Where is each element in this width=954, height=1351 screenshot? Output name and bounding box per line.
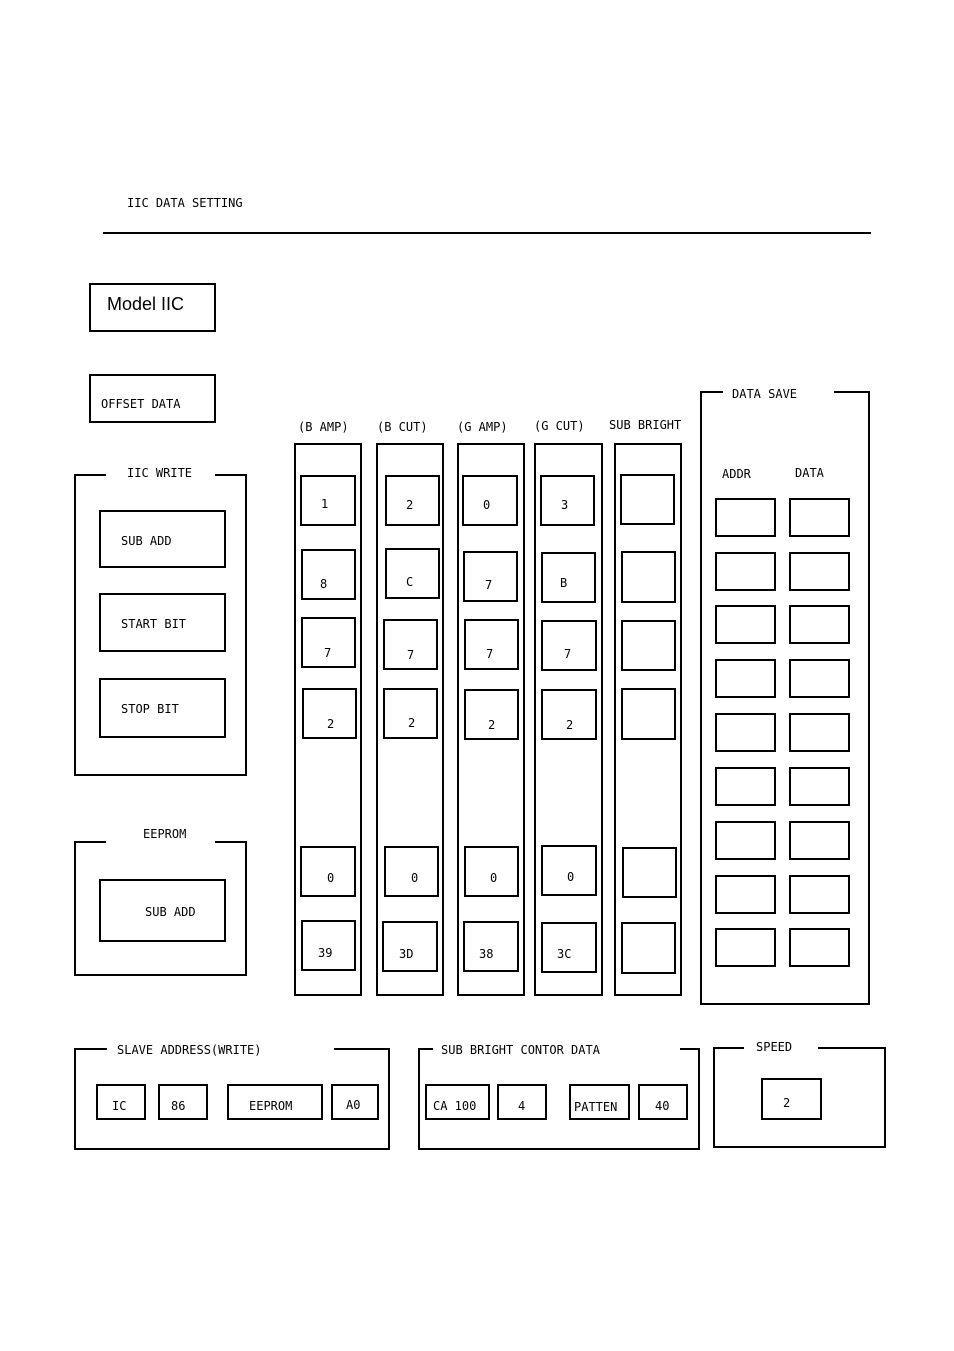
- addr-input[interactable]: [715, 713, 776, 752]
- g-cut-cell[interactable]: [541, 552, 596, 603]
- stop-bit-label: STOP BIT: [121, 702, 179, 716]
- b-cut-cell[interactable]: [382, 921, 438, 972]
- eeprom-border-left: [74, 841, 106, 843]
- ca-field[interactable]: [425, 1084, 490, 1120]
- slave-eeprom-value: EEPROM: [249, 1099, 293, 1113]
- g-cut-value: B: [560, 576, 568, 590]
- eeprom-border-right: [215, 841, 247, 843]
- b-cut-cell[interactable]: [383, 688, 438, 739]
- stop-bit-button[interactable]: [99, 678, 226, 738]
- col-header-g-cut: (G CUT): [534, 419, 585, 433]
- g-amp-value: 7: [485, 578, 493, 592]
- data-input[interactable]: [789, 767, 850, 806]
- g-amp-value: 0: [490, 871, 498, 885]
- g-amp-cell[interactable]: [462, 475, 518, 526]
- start-bit-button[interactable]: [99, 593, 226, 652]
- sub-add-label: SUB ADD: [121, 534, 172, 548]
- g-cut-value: 2: [566, 718, 574, 732]
- b-cut-value: 3D: [399, 947, 414, 961]
- slave-eeprom-field[interactable]: [227, 1084, 323, 1120]
- addr-input[interactable]: [715, 605, 776, 644]
- sub-bright-contor-border-left: [418, 1048, 433, 1050]
- patten-value: PATTEN: [574, 1100, 618, 1114]
- data-save-border-left: [700, 391, 723, 393]
- b-amp-cell[interactable]: [301, 617, 356, 668]
- b-amp-value: 2: [327, 717, 335, 731]
- addr-input[interactable]: [715, 928, 776, 967]
- ca-value: CA 100: [433, 1099, 477, 1113]
- col-header-sub-bright: SUB BRIGHT: [609, 418, 682, 432]
- data-input[interactable]: [789, 498, 850, 537]
- speed-border-right: [818, 1047, 886, 1049]
- g-cut-value: 0: [567, 870, 575, 884]
- g-cut-value: 7: [564, 647, 572, 661]
- b-amp-value: 7: [324, 646, 332, 660]
- slave-ic-field[interactable]: [96, 1084, 146, 1120]
- speed-label: SPEED: [756, 1040, 793, 1054]
- speed-input[interactable]: [761, 1078, 822, 1120]
- g-cut-cell[interactable]: [540, 475, 595, 526]
- b-cut-value: 0: [411, 871, 419, 885]
- addr-input[interactable]: [715, 767, 776, 806]
- g-cut-cell[interactable]: [541, 620, 597, 671]
- sub-bright-cell[interactable]: [620, 474, 675, 525]
- ca-count-value: 4: [518, 1099, 526, 1113]
- b-cut-cell[interactable]: [383, 619, 438, 670]
- slave-address-border-right: [334, 1048, 390, 1050]
- eeprom-label: EEPROM: [143, 827, 187, 841]
- g-amp-value: 38: [479, 947, 494, 961]
- b-cut-cell[interactable]: [384, 846, 439, 897]
- header-divider: [103, 232, 871, 234]
- b-amp-value: 0: [327, 871, 335, 885]
- eeprom-sub-add-label: SUB ADD: [145, 905, 196, 919]
- iic-write-border-right: [215, 474, 247, 476]
- slave-address-border-left: [74, 1048, 107, 1050]
- addr-input[interactable]: [715, 659, 776, 698]
- addr-input[interactable]: [715, 552, 776, 591]
- data-input[interactable]: [789, 552, 850, 591]
- b-amp-value: 1: [321, 497, 329, 511]
- eeprom-sub-add-button[interactable]: [99, 879, 226, 942]
- data-input[interactable]: [789, 821, 850, 860]
- offset-data-button[interactable]: [89, 374, 216, 423]
- slave-ic-address-field[interactable]: [158, 1084, 208, 1120]
- data-input[interactable]: [789, 605, 850, 644]
- b-cut-value: 7: [407, 648, 415, 662]
- start-bit-label: START BIT: [121, 617, 187, 631]
- sub-bright-cell[interactable]: [621, 922, 676, 974]
- col-header-g-amp: (G AMP): [457, 420, 508, 434]
- sub-bright-contor-label: SUB BRIGHT CONTOR DATA: [441, 1043, 600, 1057]
- g-amp-cell[interactable]: [464, 619, 519, 670]
- g-amp-cell[interactable]: [463, 921, 519, 972]
- slave-eeprom-address-field[interactable]: [331, 1084, 379, 1120]
- g-cut-value: 3: [561, 498, 569, 512]
- ca-count-field[interactable]: [497, 1084, 547, 1120]
- speed-value: 2: [783, 1096, 791, 1110]
- sub-bright-cell[interactable]: [621, 688, 676, 740]
- offset-data-label: OFFSET DATA: [101, 397, 181, 411]
- slave-address-label: SLAVE ADDRESS(WRITE): [117, 1043, 262, 1057]
- patten-number-value: 40: [655, 1099, 670, 1113]
- sub-bright-cell[interactable]: [622, 847, 677, 898]
- data-input[interactable]: [789, 875, 850, 914]
- data-header: DATA: [795, 466, 824, 480]
- b-amp-cell[interactable]: [301, 549, 356, 600]
- page-title: IIC DATA SETTING: [127, 196, 243, 210]
- model-iic-button[interactable]: [89, 283, 216, 332]
- iic-write-border-left: [74, 474, 106, 476]
- b-cut-value: C: [406, 575, 414, 589]
- speed-border-left: [713, 1047, 744, 1049]
- g-amp-value: 0: [483, 498, 491, 512]
- data-input[interactable]: [789, 928, 850, 967]
- b-amp-cell[interactable]: [300, 846, 356, 897]
- addr-input[interactable]: [715, 821, 776, 860]
- g-amp-cell[interactable]: [464, 689, 519, 740]
- slave-eeprom-address-value: A0: [346, 1098, 361, 1112]
- g-cut-cell[interactable]: [541, 689, 597, 740]
- b-amp-value: 8: [320, 577, 328, 591]
- addr-input[interactable]: [715, 875, 776, 914]
- data-save-label: DATA SAVE: [732, 387, 798, 401]
- g-amp-cell[interactable]: [463, 551, 518, 602]
- b-cut-value: 2: [408, 716, 416, 730]
- patten-value-field[interactable]: [638, 1084, 688, 1120]
- addr-header: ADDR: [722, 467, 751, 481]
- data-save-border-right: [834, 391, 870, 393]
- slave-ic-value: IC: [112, 1099, 127, 1113]
- g-amp-value: 7: [486, 647, 494, 661]
- b-amp-cell[interactable]: [301, 920, 356, 971]
- slave-ic-address-value: 86: [171, 1099, 186, 1113]
- b-amp-cell[interactable]: [300, 475, 356, 526]
- iic-write-label: IIC WRITE: [127, 466, 193, 480]
- model-iic-label: Model IIC: [107, 294, 185, 314]
- g-cut-value: 3C: [557, 947, 572, 961]
- patten-field[interactable]: [569, 1084, 630, 1120]
- data-input[interactable]: [789, 713, 850, 752]
- b-cut-value: 2: [406, 498, 414, 512]
- b-cut-cell[interactable]: [385, 475, 440, 526]
- sub-add-button[interactable]: [99, 510, 226, 568]
- data-input[interactable]: [789, 659, 850, 698]
- g-cut-cell[interactable]: [541, 922, 597, 973]
- g-cut-cell[interactable]: [541, 845, 597, 896]
- b-cut-cell[interactable]: [385, 548, 440, 599]
- addr-input[interactable]: [715, 498, 776, 537]
- sub-bright-cell[interactable]: [621, 620, 676, 671]
- col-header-b-cut: (B CUT): [377, 420, 428, 434]
- g-amp-cell[interactable]: [464, 846, 519, 897]
- sub-bright-cell[interactable]: [621, 551, 676, 603]
- col-header-b-amp: (B AMP): [298, 420, 349, 434]
- sub-bright-contor-border-right: [680, 1048, 700, 1050]
- g-amp-value: 2: [488, 718, 496, 732]
- b-amp-cell[interactable]: [302, 688, 357, 739]
- b-amp-value: 39: [318, 946, 333, 960]
